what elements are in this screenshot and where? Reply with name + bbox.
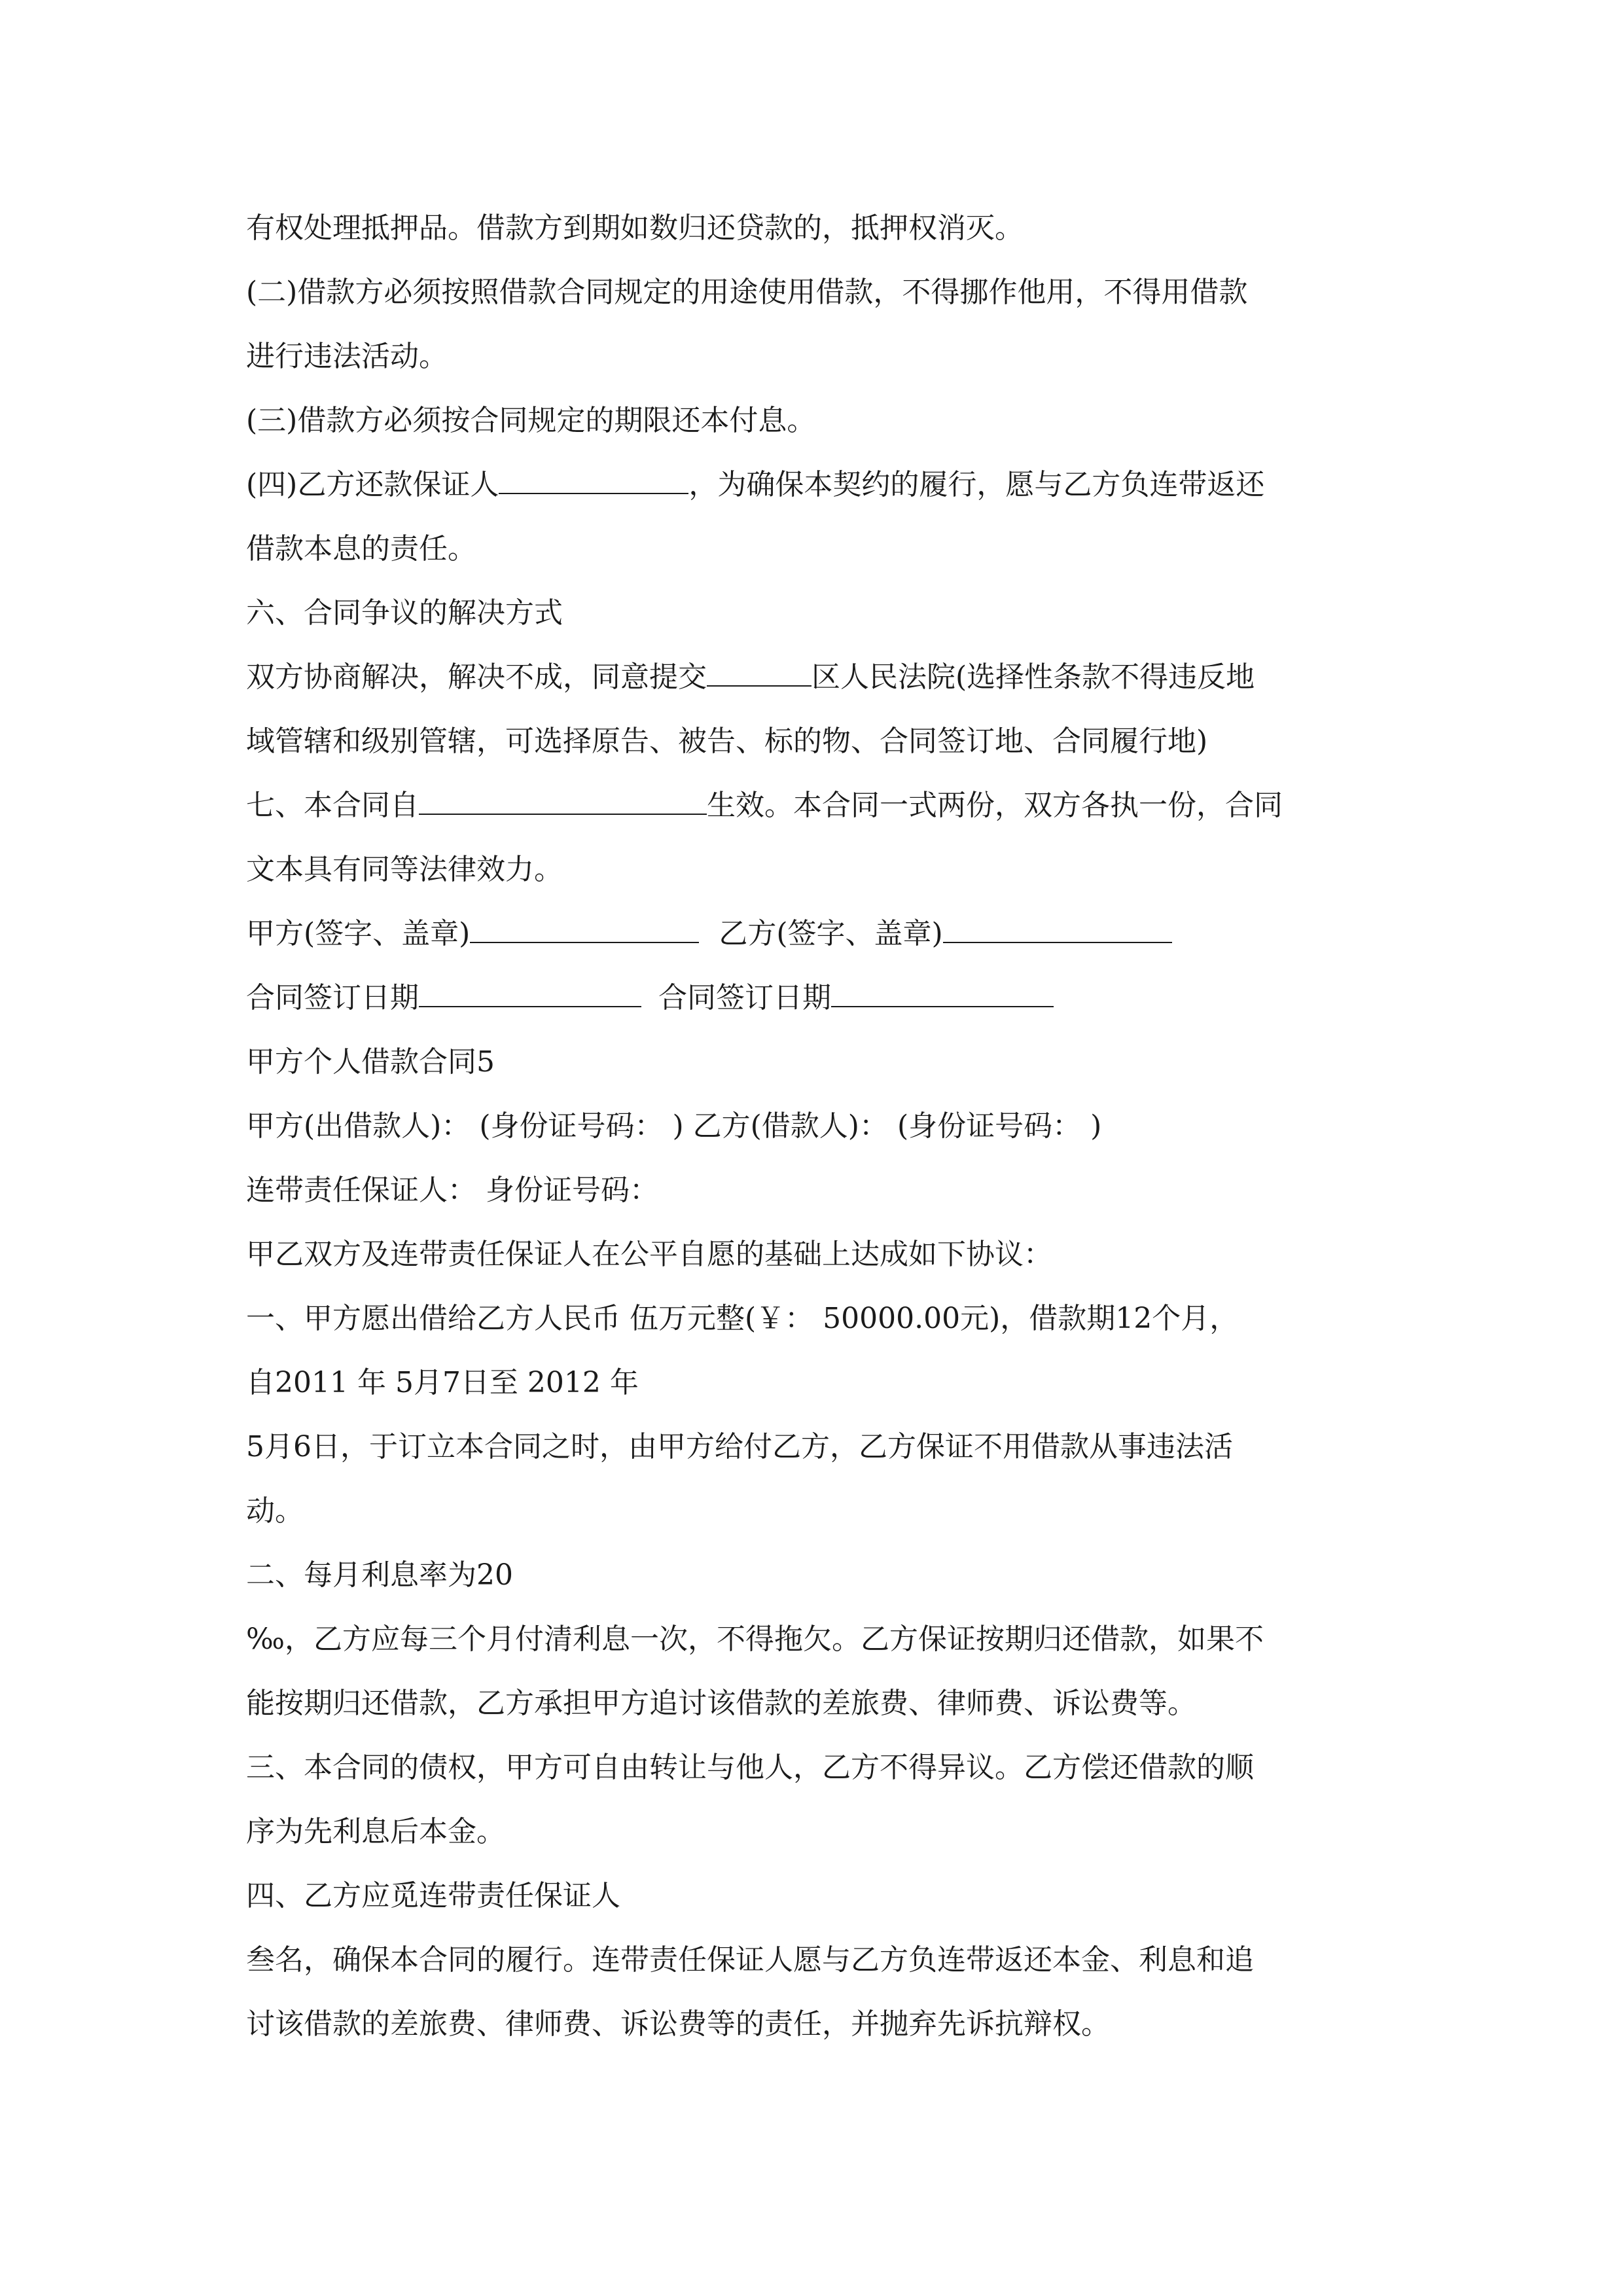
section-heading: 六、合同争议的解决方式 xyxy=(246,596,563,630)
text-line: (二)借款方必须按照借款合同规定的用途使用借款，不得挪作他用，不得用借款 xyxy=(246,276,1248,309)
text-line: (三)借款方必须按合同规定的期限还本付息。 xyxy=(246,404,816,437)
text-line: 5月6日，于订立本合同之时，由甲方给付乙方，乙方保证不用借款从事违法活 xyxy=(246,1430,1233,1463)
party-a-date-label: 合同签订日期 xyxy=(246,981,419,1014)
guarantor-blank[interactable] xyxy=(499,467,688,494)
text-line: 域管辖和级别管辖，可选择原告、被告、标的物、合同签订地、合同履行地) xyxy=(246,725,1208,758)
text-line: 文本具有同等法律效力。 xyxy=(246,853,563,886)
effective-date-blank[interactable] xyxy=(419,787,707,815)
party-b-signature-blank[interactable] xyxy=(943,916,1172,943)
text-line-court xyxy=(246,645,1385,709)
text-line: 二、每月利息率为20 xyxy=(246,1558,513,1592)
party-a-signature-blank[interactable] xyxy=(470,916,699,943)
text-line: 进行违法活动。 xyxy=(246,340,448,373)
text-line: 有权处理抵押品。借款方到期如数归还贷款的，抵押权消灭。 xyxy=(246,211,1024,245)
text-line-guarantor xyxy=(246,453,1385,517)
text-line: 一、甲方愿出借给乙方人民币 伍万元整(￥： 50000.00元)，借款期12个月， xyxy=(246,1302,1239,1335)
text-line: 自2011 年 5月7日至 2012 年 xyxy=(246,1366,639,1399)
text-line: 叁名，确保本合同的履行。连带责任保证人愿与乙方负连带返还本金、利息和追 xyxy=(246,1943,1254,1977)
court-blank[interactable] xyxy=(707,659,812,687)
text-line: 甲方(出借款人)： (身份证号码： ) 乙方(借款人)： (身份证号码： ) xyxy=(246,1109,1102,1143)
party-b-date-label: 合同签订日期 xyxy=(658,981,831,1014)
text-line: ‰，乙方应每三个月付清利息一次，不得拖欠。乙方保证按期归还借款，如果不 xyxy=(246,1623,1264,1656)
text-line: 序为先利息后本金。 xyxy=(246,1815,505,1848)
text-line: 能按期归还借款，乙方承担甲方追讨该借款的差旅费、律师费、诉讼费等。 xyxy=(246,1687,1196,1720)
text-line: 讨该借款的差旅费、律师费、诉讼费等的责任，并抛弃先诉抗辩权。 xyxy=(246,2007,1110,2041)
text-line: 连带责任保证人： 身份证号码： xyxy=(246,1174,658,1207)
date-line xyxy=(246,966,1385,1030)
text-line: 借款本息的责任。 xyxy=(246,532,476,565)
contract-title: 甲方个人借款合同5 xyxy=(246,1045,495,1079)
party-b-date-blank[interactable] xyxy=(831,980,1054,1007)
text-line: 动。 xyxy=(246,1494,304,1528)
signature-line xyxy=(246,902,1385,966)
guarantor-text: ，为确保本契约的履行，愿与乙方负连带返还 xyxy=(688,468,1265,501)
party-a-date-blank[interactable] xyxy=(419,980,641,1007)
court-label: 双方协商解决，解决不成，同意提交 xyxy=(246,660,707,694)
guarantor-label: (四)乙方还款保证人 xyxy=(246,468,499,501)
effective-label: 七、本合同自 xyxy=(246,789,419,822)
text-line: 四、乙方应觅连带责任保证人 xyxy=(246,1879,620,1912)
party-b-signature-label: 乙方(签字、盖章) xyxy=(719,917,943,950)
text-line: 三、本合同的债权，甲方可自由转让与他人，乙方不得异议。乙方偿还借款的顺 xyxy=(246,1751,1254,1784)
text-line-effective xyxy=(246,774,1385,838)
text-line: 甲乙双方及连带责任保证人在公平自愿的基础上达成如下协议： xyxy=(246,1238,1052,1271)
party-a-signature-label: 甲方(签字、盖章) xyxy=(246,917,471,950)
court-text: 区人民法院(选择性条款不得违反地 xyxy=(812,660,1255,694)
document-body xyxy=(246,196,1385,2056)
effective-text: 生效。本合同一式两份，双方各执一份，合同 xyxy=(707,789,1283,822)
